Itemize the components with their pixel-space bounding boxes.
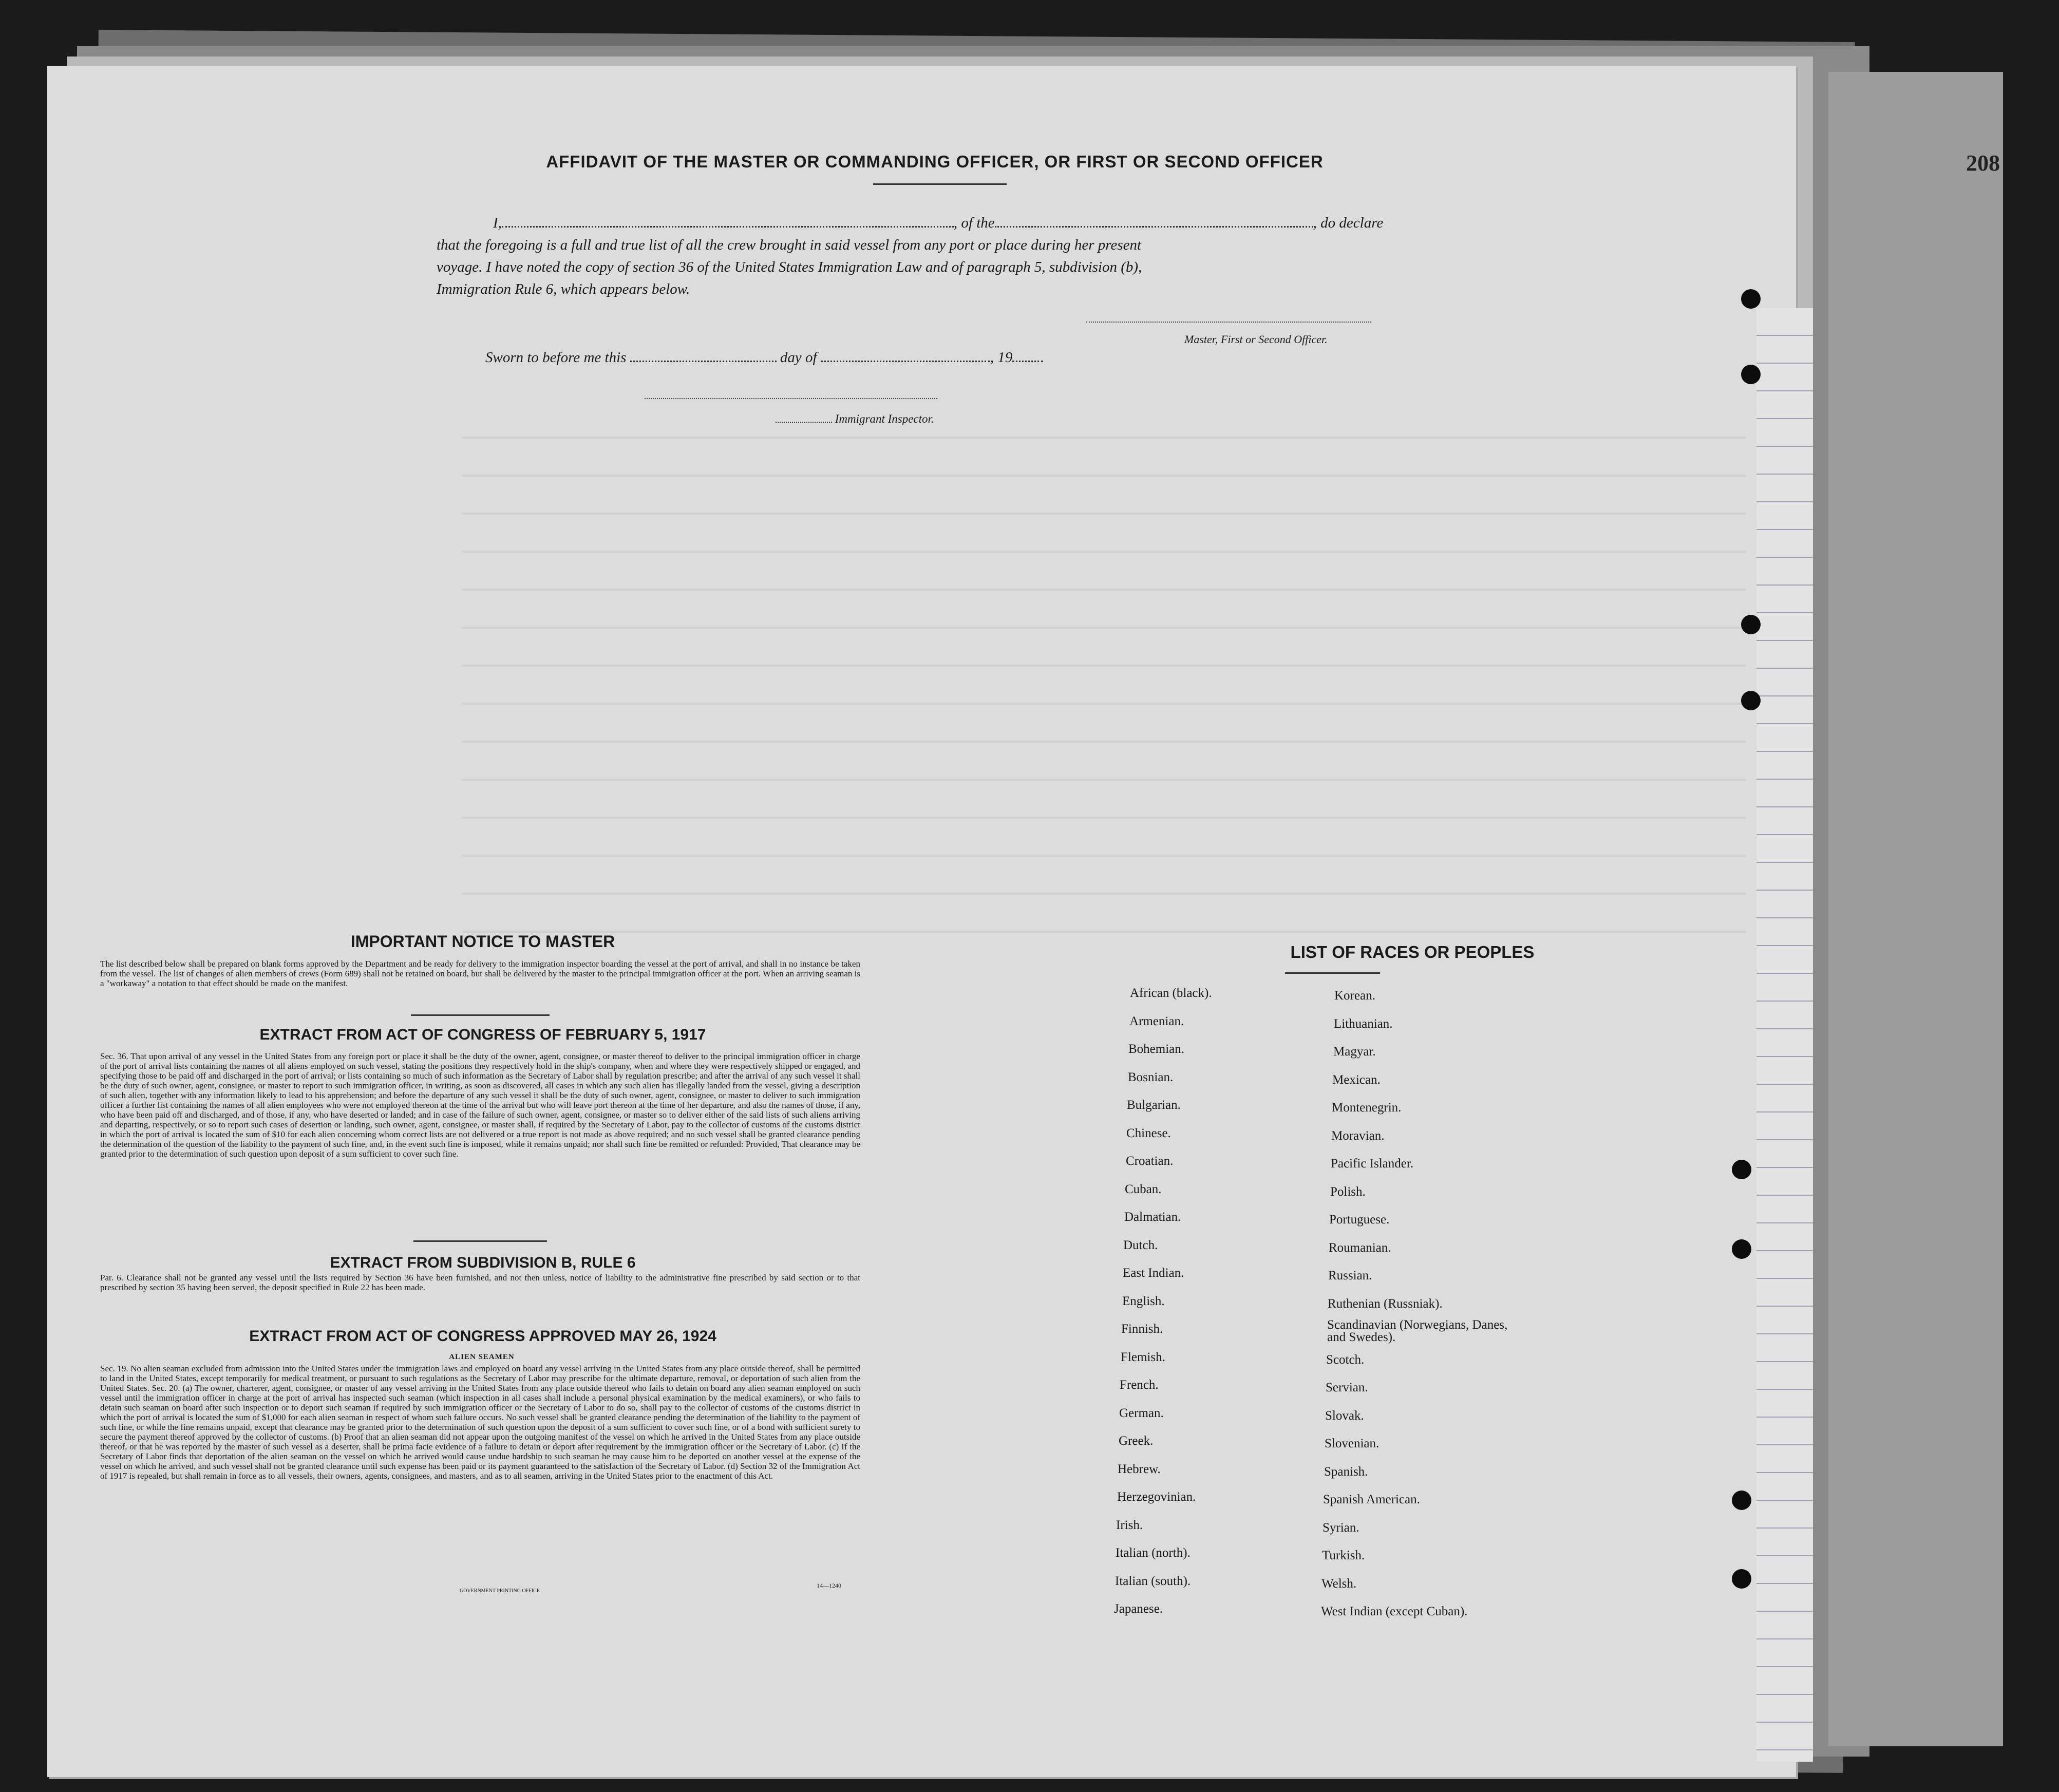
race-item: Montenegrin. bbox=[1332, 1101, 1402, 1115]
races-divider bbox=[1285, 972, 1380, 974]
race-item: Roumanian. bbox=[1329, 1241, 1391, 1255]
race-item: Finnish. bbox=[1121, 1322, 1163, 1336]
race-item: Lithuanian. bbox=[1334, 1017, 1393, 1031]
punch-hole bbox=[1732, 1569, 1751, 1589]
race-item: German. bbox=[1119, 1406, 1164, 1420]
extract-1917-title: EXTRACT FROM ACT OF CONGRESS OF FEBRUARY 5, 1917 bbox=[259, 1026, 706, 1043]
race-item: Polish. bbox=[1330, 1185, 1366, 1199]
extract-rule6-body: Par. 6. Clearance shall not be granted any vessel until the lists required by Section 36 have been furnished, and not then unless, notice of liability to the administrative fine prescribed by said section or to that prescribed by section 35 having been served, the deposit specified in Rule 22 has been made. bbox=[100, 1273, 860, 1292]
punch-hole bbox=[1741, 615, 1761, 634]
vessel-blank[interactable] bbox=[995, 226, 1313, 228]
affidavit-declaration bbox=[437, 212, 1418, 300]
race-item: Hebrew. bbox=[1118, 1462, 1161, 1476]
sworn-end: , 19 bbox=[990, 349, 1013, 366]
races-title: LIST OF RACES OR PEOPLES bbox=[1290, 942, 1535, 961]
ruled-page-edge bbox=[1756, 308, 1813, 1762]
punch-hole bbox=[1741, 691, 1761, 710]
race-item: Slovak. bbox=[1325, 1409, 1364, 1423]
race-item: Servian. bbox=[1326, 1381, 1368, 1394]
race-item: Irish. bbox=[1116, 1518, 1143, 1532]
master-signature-label: Master, First or Second Officer. bbox=[1184, 333, 1328, 346]
race-item: Italian (north). bbox=[1116, 1546, 1191, 1560]
race-item: Spanish American. bbox=[1323, 1493, 1420, 1506]
race-item: Dalmatian. bbox=[1124, 1210, 1181, 1224]
extract-1917-body: Sec. 36. That upon arrival of any vessel in the United States from any foreign port or place it shall be the duty of the owner, agent, consignee, or master thereof to deliver to the principal immigration officer in charge of the port of arrival lists containing the names of all aliens employed on such vessel, stating the positions they respectively hold in the ship's company, when and where they were respectively shipped or engaged, and specifying those to be paid off and discharged in the port of arrival; or lists containing so much of such information as the Secretary of Labor shall by regulation prescribe; and after the arrival of any such vessel it shall be the duty of such owner, agent, consignee, or master to report to such immigration officer, in writing, as soon as discovered, all cases in which any such alien has illegally landed from the vessel, giving a description of such alien, together with any information likely to lead to his apprehension; and before the departure of any such vessel it shall be the duty of such owner, agent, consignee, or master to deliver to such immigration officer a further list containing the names of all alien employees who were not employed thereon at the time of the arrival but who will leave port thereon at the time of her departure, and also the names of those, if any, who have been paid off and discharged, and of those, if any, who have deserted or landed; and in case of the failure of such owner, agent, consignee, or master so to deliver either of the said lists of such aliens arriving and departing, respectively, or so to report such cases of desertion or landing, such owner, agent, consignee, or master shall, if required by the Secretary of Labor, pay to the collector of customs of the customs district in which the port of arrival is located the sum of $10 for each alien concerning whom correct lists are not delivered or a true report is not made as above required; and no such vessel shall be granted clearance pending the determination of the question of the liability to the payment of such fine, and, in the event such fine is imposed, while it remains unpaid; nor shall such fine be remitted or refunded: Provided, That clearance may be granted prior to the determination of such question upon deposit of a sum sufficient to cover such fine. bbox=[100, 1051, 860, 1159]
declaration-line-4: Immigration Rule 6, which appears below. bbox=[437, 281, 690, 297]
race-item: Slovenian. bbox=[1325, 1437, 1380, 1450]
inspector-label-text: Immigrant Inspector. bbox=[835, 412, 934, 425]
race-item: African (black). bbox=[1130, 986, 1212, 1000]
declaration-end: , do declare bbox=[1313, 215, 1384, 231]
race-item: Russian. bbox=[1328, 1269, 1372, 1282]
sworn-year-blank[interactable] bbox=[1012, 361, 1043, 362]
race-item: Flemish. bbox=[1121, 1350, 1165, 1364]
form-number: 14—1240 bbox=[817, 1582, 841, 1589]
race-item: Moravian. bbox=[1331, 1129, 1385, 1143]
page-number: 208 bbox=[1966, 150, 2000, 176]
bleed-through-text bbox=[462, 401, 1746, 966]
extract-1924-title: EXTRACT FROM ACT OF CONGRESS APPROVED MAY 26, 1924 bbox=[249, 1328, 716, 1345]
race-item: Dutch. bbox=[1123, 1238, 1158, 1252]
sworn-day-blank[interactable] bbox=[630, 361, 777, 362]
sworn-statement bbox=[485, 349, 1043, 366]
notice-body: The list described below shall be prepared on blank forms approved by the Department and be ready for delivery to the immigration inspector boarding the vessel at the port of arrival, and shall in no instance be taken from the vessel. The list of changes of alien members of crews (Form 689) shall not be retained on board, but shall be delivered by the master to the principal immigration officer at the port. When an arriving seaman is a "workaway" a notation to that effect should be made on the manifest. bbox=[100, 959, 860, 988]
notice-title: IMPORTANT NOTICE TO MASTER bbox=[350, 932, 615, 951]
extract-rule6-title: EXTRACT FROM SUBDIVISION B, RULE 6 bbox=[330, 1254, 636, 1271]
race-item: French. bbox=[1120, 1378, 1159, 1392]
punch-hole bbox=[1732, 1160, 1751, 1179]
race-item: Syrian. bbox=[1323, 1521, 1359, 1535]
section-divider bbox=[413, 1240, 547, 1242]
section-divider bbox=[411, 1014, 550, 1016]
sworn-mid: day of bbox=[780, 349, 817, 366]
race-item: Cuban. bbox=[1125, 1182, 1162, 1196]
declaration-line-2: that the foregoing is a full and true list of all the crew brought in said vessel from any port or place during her present bbox=[437, 237, 1142, 253]
race-item: Chinese. bbox=[1126, 1126, 1171, 1140]
affidavit-title: AFFIDAVIT OF THE MASTER OR COMMANDING OFFICER, OR FIRST OR SECOND OFFICER bbox=[546, 152, 1324, 171]
race-item: Welsh. bbox=[1321, 1577, 1357, 1591]
punch-hole bbox=[1741, 365, 1761, 384]
master-signature-line[interactable] bbox=[1086, 322, 1371, 323]
race-item: Greek. bbox=[1119, 1434, 1154, 1448]
race-item: Ruthenian (Russniak). bbox=[1328, 1297, 1443, 1311]
race-item: Bohemian. bbox=[1128, 1042, 1185, 1056]
race-item: Bosnian. bbox=[1128, 1070, 1174, 1084]
extract-1924-body: Sec. 19. No alien seaman excluded from admission into the United States under the immigration laws and employed on board any vessel arriving in the United States from any place outside thereof, shall be permitted to land in the United States, except temporarily for medical treatment, or pursuant to such regulations as the Secretary of Labor may prescribe for the ultimate departure, removal, or deportation of such alien from the United States. Sec. 20. (a) The owner, charterer, agent, consignee, or master of any vessel arriving in the United States from any place outside thereof who fails to detain on board any alien seaman employed on such vessel until the immigration officer in charge at the port of arrival has inspected such seaman (which inspection in all cases shall include a personal physical examination by the medical examiners), or who fails to detain such seaman on board after such inspection or to deport such seaman if required by such immigration officer or the Secretary of Labor to do so, shall pay to the collector of customs of the customs district in which the port of arrival is located the sum of $1,000 for each alien seaman in respect of whom such failure occurs. No such vessel shall be granted clearance pending the determination of the liability to the payment of such fine, or while the fine remains unpaid, except that clearance may be granted prior to the determination of such question upon the deposit of a sum sufficient to cover such fine, or of a bond with sufficient surety to secure the payment thereof approved by the collector of customs. (b) Proof that an alien seaman did not appear upon the outgoing manifest of the vessel on which he arrived in the United States from any place outside thereof, or that he was reported by the master of such vessel as a deserter, shall be prima facie evidence of a failure to detain or deport after requirement by the immigration officer or the Secretary of Labor. (c) If the Secretary of Labor finds that deportation of the alien seaman on the vessel on which he arrived would cause undue hardship to such seaman he may cause him to be deported on another vessel at the expense of the vessel on which he arrived, and such vessel shall not be granted clearance until such expense has been paid or its payment guaranteed to the satisfaction of the Secretary of Labor. (d) Section 32 of the Immigration Act of 1917 is repealed, but shall remain in force as to all vessels, their owners, agents, consignees, and masters, and as to all seamen, arriving in the United States prior to the enactment of this Act. bbox=[100, 1364, 860, 1481]
alien-seamen-heading: ALIEN SEAMEN bbox=[449, 1353, 515, 1361]
sworn-start: Sworn to before me this bbox=[485, 349, 627, 366]
race-item: West Indian (except Cuban). bbox=[1321, 1605, 1468, 1618]
race-item: East Indian. bbox=[1123, 1266, 1184, 1280]
race-item: Scotch. bbox=[1326, 1353, 1365, 1367]
race-item: Mexican. bbox=[1332, 1073, 1381, 1087]
declaration-line-3: voyage. I have noted the copy of section 36 of the United States Immigration Law and of paragraph 5, subdivision (b), bbox=[437, 259, 1142, 275]
race-item: Portuguese. bbox=[1329, 1213, 1390, 1227]
declaration-start: I, bbox=[493, 215, 502, 231]
race-item: English. bbox=[1122, 1294, 1165, 1308]
race-item: Scandinavian (Norwegians, Danes, and Swedes). bbox=[1327, 1318, 1508, 1344]
sworn-month-blank[interactable] bbox=[821, 361, 990, 362]
race-item: Herzegovinian. bbox=[1117, 1490, 1196, 1504]
race-item: Croatian. bbox=[1126, 1154, 1174, 1168]
inspector-signature-label bbox=[776, 412, 934, 426]
side-page-edge bbox=[1828, 72, 2003, 1746]
punch-hole bbox=[1732, 1239, 1751, 1259]
race-item: Bulgarian. bbox=[1127, 1098, 1181, 1112]
punch-hole bbox=[1741, 289, 1761, 309]
inspector-signature-line[interactable] bbox=[645, 398, 937, 399]
race-item: Magyar. bbox=[1333, 1045, 1376, 1059]
name-blank[interactable] bbox=[502, 226, 954, 228]
printer-line: GOVERNMENT PRINTING OFFICE bbox=[460, 1588, 540, 1594]
race-item: Japanese. bbox=[1114, 1602, 1163, 1616]
race-item: Pacific Islander. bbox=[1331, 1157, 1414, 1171]
inspector-lead-dots bbox=[776, 422, 832, 423]
title-divider bbox=[873, 183, 1007, 185]
race-item: Italian (south). bbox=[1115, 1574, 1191, 1588]
punch-hole bbox=[1732, 1491, 1751, 1510]
race-item: Armenian. bbox=[1129, 1014, 1184, 1028]
race-item: Spanish. bbox=[1324, 1465, 1368, 1479]
race-item: Turkish. bbox=[1322, 1549, 1365, 1562]
race-item: Korean. bbox=[1334, 989, 1375, 1003]
declaration-mid: , of the bbox=[953, 215, 995, 231]
